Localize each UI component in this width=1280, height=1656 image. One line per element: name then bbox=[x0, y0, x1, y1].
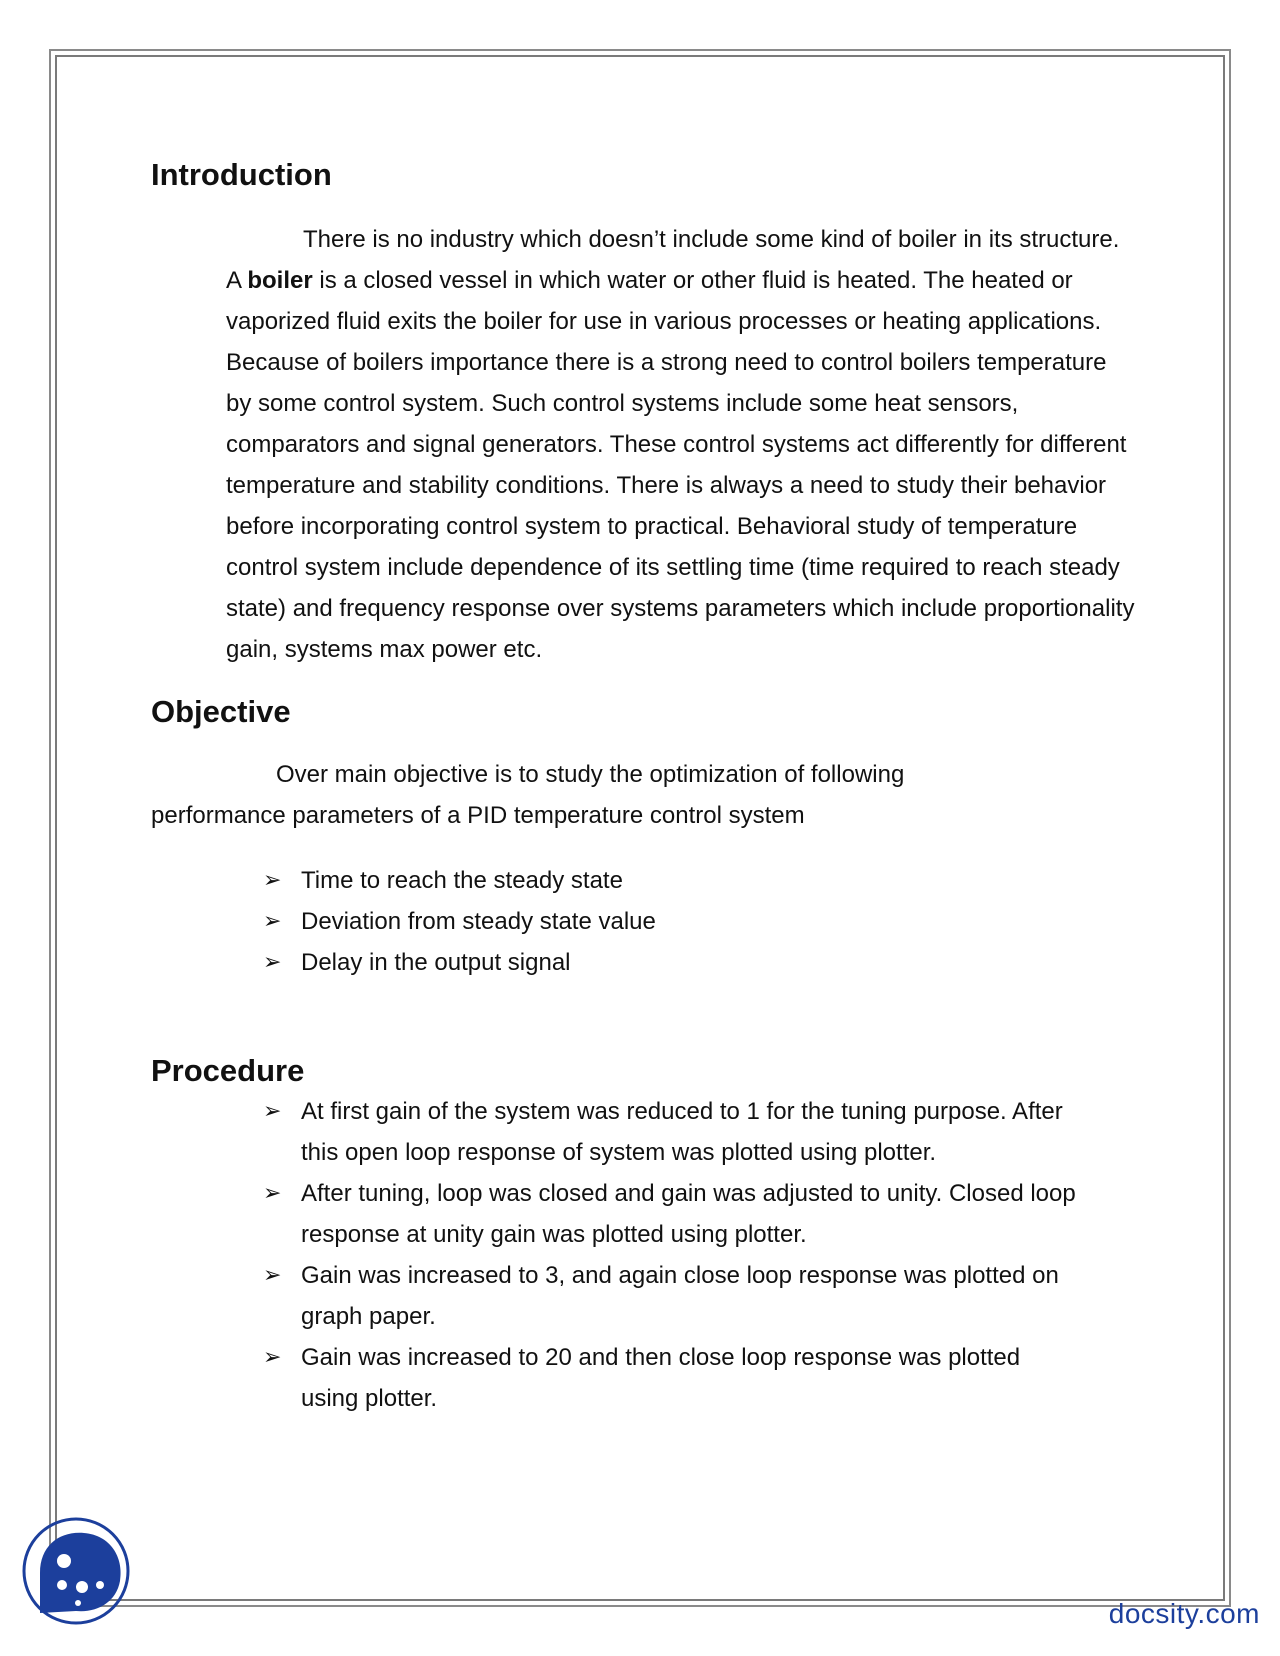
objective-paragraph: Over main objective is to study the optimization of following performance parameters of a PID temperature control system bbox=[151, 761, 905, 829]
list-item-text: At first gain of the system was reduced to 1 for the tuning purpose. After this open loop response of system was plotted using plotter. bbox=[301, 1098, 1063, 1166]
list-item bbox=[151, 1173, 1111, 1255]
list-item-text: Gain was increased to 20 and then close loop response was plotted using plotter. bbox=[301, 1344, 1021, 1412]
document-body bbox=[151, 145, 1141, 1419]
list-item-text: Delay in the output signal bbox=[301, 949, 571, 976]
introduction-text-start: There is no industry which doesn’t include some kind of boiler in its structure. A bbox=[226, 226, 1120, 294]
procedure-list bbox=[151, 1091, 1111, 1419]
list-item-text: Time to reach the steady state bbox=[301, 867, 623, 894]
arrow-bullet-icon: ➢ bbox=[263, 1099, 282, 1124]
objective-heading: Objective bbox=[151, 694, 291, 729]
arrow-bullet-icon: ➢ bbox=[263, 1263, 282, 1288]
boiler-term: boiler bbox=[247, 267, 313, 294]
docsity-logo-icon[interactable] bbox=[20, 1515, 132, 1627]
list-item bbox=[151, 901, 1141, 942]
list-item bbox=[151, 942, 1141, 983]
introduction-paragraph bbox=[226, 219, 1136, 670]
arrow-bullet-icon: ➢ bbox=[263, 1181, 282, 1206]
docsity-brand-link[interactable]: docsity.com bbox=[1108, 1598, 1260, 1629]
list-item-text: Deviation from steady state value bbox=[301, 908, 656, 935]
list-item bbox=[151, 860, 1141, 901]
arrow-bullet-icon: ➢ bbox=[263, 950, 282, 975]
list-item bbox=[151, 1255, 1111, 1337]
list-item-text: After tuning, loop was closed and gain was adjusted to unity. Closed loop response at unity gain was plotted using plotter. bbox=[301, 1180, 1076, 1248]
introduction-heading: Introduction bbox=[151, 157, 332, 192]
list-item bbox=[151, 1091, 1111, 1173]
list-item-text: Gain was increased to 3, and again close loop response was plotted on graph paper. bbox=[301, 1262, 1059, 1330]
arrow-bullet-icon: ➢ bbox=[263, 868, 282, 893]
list-item bbox=[151, 1337, 1111, 1419]
objective-list bbox=[151, 860, 1141, 983]
introduction-text-rest: is a closed vessel in which water or other fluid is heated. The heated or vaporized fluid exits the boiler for use in various processes or heating applications. Because of boilers importance there is a strong need to control boilers temperature by some control system. Such control systems include some heat sensors, comparators and signal generators. These control systems act differently for different temperature and stability conditions. There is always a need to study their behavior before incorporating control system to practical. Behavioral study of temperature control system include dependence of its settling time (time required to reach steady state) and frequency response over systems parameters which include proportionality gain, systems max power etc. bbox=[226, 267, 1135, 663]
arrow-bullet-icon: ➢ bbox=[263, 909, 282, 934]
procedure-heading: Procedure bbox=[151, 1053, 305, 1088]
arrow-bullet-icon: ➢ bbox=[263, 1345, 282, 1370]
